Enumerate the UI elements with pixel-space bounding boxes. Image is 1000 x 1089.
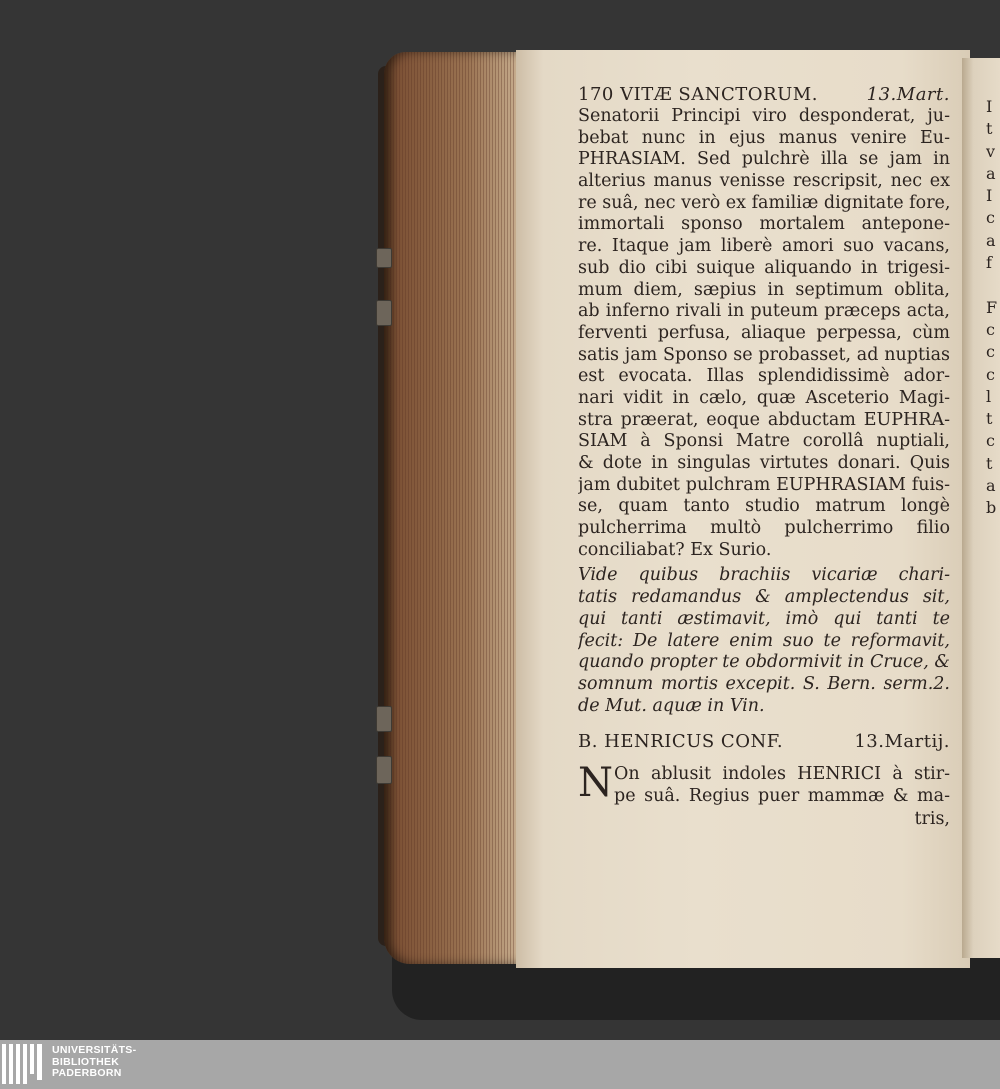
text-line: se, quam tanto studio matrum longè: [578, 496, 950, 517]
library-name-line: PADERBORN: [52, 1067, 122, 1079]
facing-page-letter: c: [986, 208, 995, 228]
section-heading: [578, 731, 950, 752]
facing-page-letter: c: [986, 364, 995, 384]
facing-page-letter: [986, 274, 1000, 296]
facing-page-letter: I: [986, 186, 993, 206]
drop-cap: N: [578, 760, 613, 807]
text-line: sub dio cibi suique aliquando in trigesi-: [578, 257, 950, 278]
library-logo-icon: [2, 1044, 46, 1086]
footer-bar: [0, 1040, 1000, 1089]
text-line: SIAM à Sponsi Matre corollâ nuptiali,: [578, 431, 950, 452]
page-edges: [384, 52, 524, 964]
text-line: & dote in singulas virtutes donari. Quis: [578, 453, 950, 473]
facing-page-letter: I: [986, 97, 993, 116]
clasp-upper: [376, 248, 392, 268]
facing-page-letter: t: [986, 453, 993, 473]
header-title: 170 VITÆ SANCTORUM.: [578, 84, 818, 105]
library-name-line: BIBLIOTHEK: [52, 1055, 120, 1068]
facing-page-letter: c: [986, 342, 995, 362]
facing-page-text: [986, 96, 1000, 520]
quotation-line: de Mut. aquæ in Vin.: [578, 695, 765, 716]
quotation-line: fecit: De latere enim suo te reformavit,: [578, 630, 950, 651]
facing-page-letter: t: [986, 409, 993, 429]
text-line: Senatorii Principi viro desponderat, ju-: [578, 106, 950, 126]
catchword: tris,: [914, 808, 950, 829]
facing-page-letter: b: [986, 498, 997, 518]
page-text: [578, 84, 950, 830]
facing-page-letter: a: [986, 230, 996, 250]
text-line: ab inferno rivali in puteum præceps acta,: [578, 301, 950, 322]
text-line: pulcherrima multò pulcherrimo filio: [578, 518, 950, 539]
section-line: pe suâ. Regius puer mammæ & ma-: [614, 785, 950, 806]
text-line: satis jam Sponso se probasset, ad nuptias: [578, 344, 950, 365]
section-text: [578, 760, 950, 829]
facing-page-letter: c: [986, 319, 995, 339]
text-line: bebat nunc in ejus manus venire Eu-: [578, 127, 950, 148]
clasp-lower: [376, 706, 392, 732]
facing-page-letter: l: [986, 386, 992, 406]
facing-page-letter: c: [986, 431, 995, 451]
facing-page-letter: F: [986, 297, 998, 317]
text-line: PHRASIAM. Sed pulchrè illa se jam in: [578, 149, 950, 170]
facing-page-letter: v: [986, 141, 996, 161]
section-line: On ablusit indoles HENRICI à stir-: [614, 764, 950, 785]
body-text: [578, 106, 950, 561]
text-line: jam dubitet pulchram EUPHRASIAM fuis-: [578, 474, 950, 495]
facing-page-letter: a: [986, 476, 996, 496]
text-line: conciliabat? Ex Surio.: [578, 539, 772, 560]
quotation-line: quando propter te obdormivit in Cruce, &: [578, 652, 950, 673]
quotation-line: Vide quibus brachiis vicariæ chari-: [578, 565, 950, 586]
facing-page-letter: t: [986, 119, 993, 139]
facing-page-letter: f: [986, 253, 992, 273]
clasp-upper-2: [376, 300, 392, 326]
text-line: immortali sponso mortalem antepone-: [578, 214, 950, 235]
italic-quotation: [578, 565, 950, 717]
text-line: nari vidit in cælo, quæ Asceterio Magi-: [578, 387, 950, 408]
text-line: re suâ, nec verò ex familiæ dignitate fore,: [578, 192, 950, 213]
text-line: stra præerat, eoque abductam EUPHRA-: [578, 409, 950, 430]
text-line: est evocata. Illas splendidissimè ador-: [578, 366, 950, 387]
header-date: 13.Mart.: [866, 84, 950, 105]
running-header: [578, 84, 950, 105]
text-line: mum diem, sæpius in septimum oblita,: [578, 279, 950, 300]
text-line: alterius manus venisse rescripsit, nec ex: [578, 171, 950, 192]
quotation-line: qui tanti æstimavit, imò qui tanti te: [578, 608, 950, 629]
quotation-line: tatis redamandus & amplectendus sit,: [578, 587, 950, 608]
text-line: re. Itaque jam liberè amori suo vacans,: [578, 236, 950, 257]
clasp-lower-2: [376, 756, 392, 784]
section-title: B. HENRICUS CONF.: [578, 731, 784, 753]
library-name: [52, 1045, 136, 1080]
facing-page-letter: a: [986, 163, 996, 183]
library-name-line: UNIVERSITÄTS-: [52, 1044, 137, 1056]
section-date: 13.Martij.: [854, 731, 950, 753]
text-line: ferventi perfusa, aliaque perpessa, cùm: [578, 322, 950, 343]
quotation-line: somnum mortis excepit. S. Bern. serm.2.: [578, 673, 950, 694]
